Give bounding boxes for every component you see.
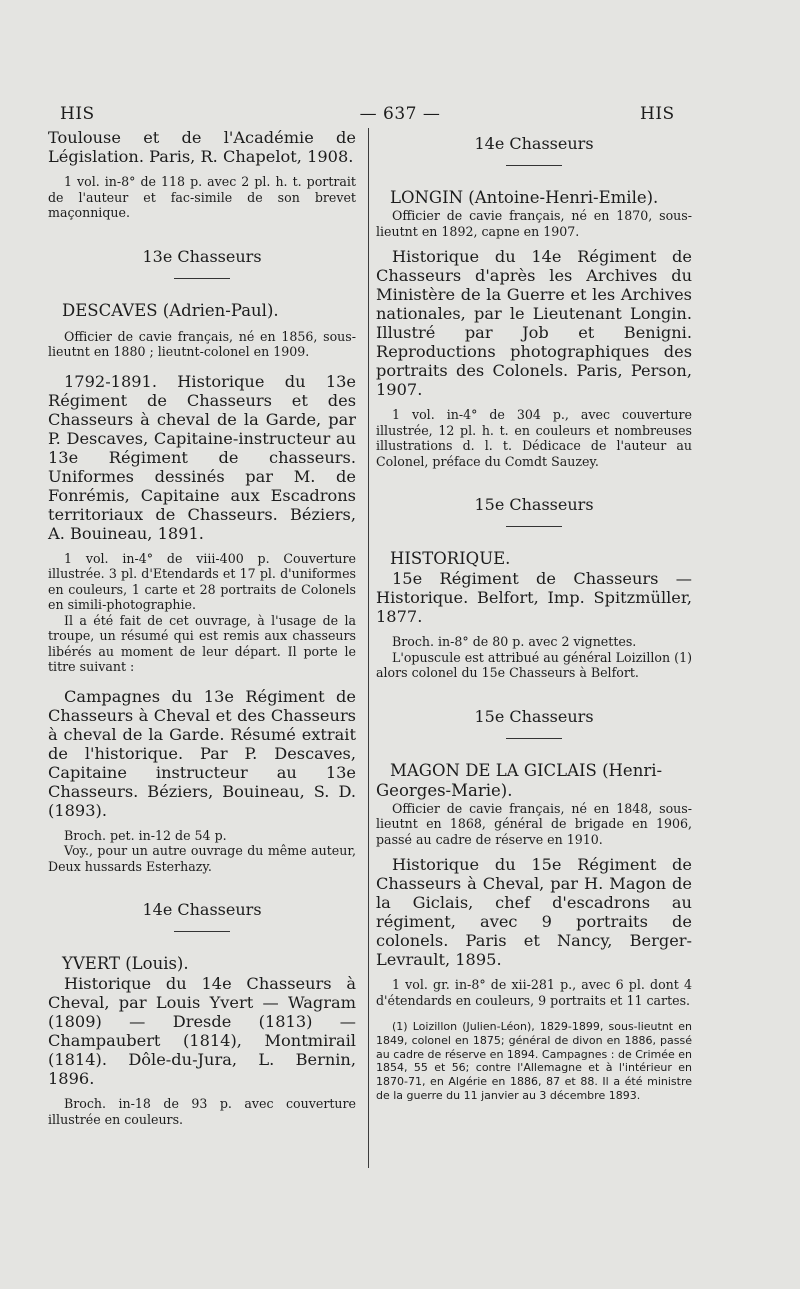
section-rule — [174, 931, 230, 932]
section-rule — [174, 278, 230, 279]
entry-note: Il a été fait de cet ouvrage, à l'usage de la troupe, un résumé qui est remis aux chasseurs libérés au moment de leur départ. Il porte le titre suivant : — [48, 612, 356, 674]
entry-title: Historique du 15e Régiment de Chasseurs à Cheval, par H. Magon de la Giclais, chef d'escadrons au régiment, avec 9 portraits de colonels. Paris et Nancy, Berger-Levrault, 1895. — [376, 855, 692, 969]
entry-author: DESCAVES (Adrien-Paul). — [62, 300, 279, 320]
entry-description: Broch. pet. in-12 de 54 p. — [64, 827, 227, 843]
continuation-note: 1 vol. in-8° de 118 p. avec 2 pl. h. t. portrait de l'auteur et fac-simile de son brevet maçonnique. — [48, 174, 356, 220]
entry-title: Historique du 14e Chasseurs à Cheval, par Louis Yvert — Wagram (1809) — Dresde (1813) — Champaubert (1814), Montmirail (1814). Dôle-du-Jura, L. Bernin, 1896. — [48, 974, 356, 1088]
entry-description: Broch. in-8° de 80 p. avec 2 vignettes. — [392, 634, 637, 649]
entry-bio: Officier de cavie français, né en 1856, sous-lieutnt en 1880 ; lieutnt-colonel en 1909. — [48, 328, 356, 359]
entry-author: HISTORIQUE. — [390, 549, 511, 568]
entry-description: Broch. in-18 de 93 p. avec couverture illustrée en couleurs. — [48, 1096, 356, 1127]
section-heading: 14e Chasseurs — [142, 900, 262, 919]
section-heading: 15e Chasseurs — [474, 495, 594, 514]
entry-note: L'opuscule est attribué au général Loizillon (1) alors colonel du 15e Chasseurs à Belfort. — [376, 649, 692, 680]
entry-note: Voy., pour un autre ouvrage du même auteur, Deux hussards Esterhazy. — [48, 843, 356, 874]
left-column — [48, 128, 356, 1127]
section-heading: 15e Chasseurs — [474, 706, 594, 726]
entry-author: YVERT (Louis). — [62, 954, 189, 973]
entry-title: 15e Régiment de Chasseurs — Historique. Belfort, Imp. Spitzmüller, 1877. — [376, 569, 692, 626]
entry-author: MAGON DE LA GICLAIS (Henri-Georges-Marie). — [376, 760, 663, 800]
section-heading: 13e Chasseurs — [142, 246, 262, 266]
running-head-left: HIS — [60, 104, 95, 124]
entry-description: 1 vol. in-4° de 304 p., avec couverture illustrée, 12 pl. h. t. en couleurs et nombreuses illustrations d. l. t. Dédicace de l'auteur au Colonel, préface du Comdt Sauzey. — [376, 407, 692, 469]
footnote: (1) Loizillon (Julien-Léon), 1829-1899, sous-lieutnt en 1849, colonel en 1875; général de divon en 1886, passé au cadre de réserve en 1894. Campagnes : de Crimée en 1854, 55 et 56; contre l'Allemagne et à l'intérieur en 1870-71, en Algérie en 1886, 87 et 88. Il a été ministre de la guerre du 11 janvier au 3 décembre 1893. — [376, 1020, 692, 1102]
column-divider — [368, 128, 369, 1168]
section-rule — [506, 738, 562, 739]
entry-title: Historique du 14e Régiment de Chasseurs d'après les Archives du Ministère de la Guerre et les Archives nationales, par le Lieutenant Longin. Illustré par Job et Benigni. Reproductions photographiques des portraits des Colonels. Paris, Person, 1907. — [376, 247, 692, 399]
section-heading: 14e Chasseurs — [474, 134, 594, 153]
section-rule — [506, 165, 562, 166]
entry-author: LONGIN (Antoine-Henri-Emile). — [390, 188, 659, 207]
entry-bio: Officier de cavie français, né en 1848, sous-lieutnt en 1868, général de brigade en 1906, passé au cadre de réserve en 1910. — [376, 800, 692, 847]
continuation-text: Toulouse et de l'Académie de Législation. Paris, R. Chapelot, 1908. — [48, 128, 356, 166]
section-rule — [506, 526, 562, 527]
entry-bio: Officier de cavie français, né en 1870, sous-lieutnt en 1892, capne en 1907. — [376, 208, 692, 239]
running-head-right: HIS — [640, 104, 675, 124]
page-number: — 637 — — [359, 104, 441, 124]
entry-description: 1 vol. gr. in-8° de xii-281 p., avec 6 pl. dont 4 d'étendards en couleurs, 9 portraits et 11 cartes. — [376, 977, 692, 1008]
right-column — [376, 128, 692, 1103]
entry-title: 1792-1891. Historique du 13e Régiment de Chasseurs et des Chasseurs à cheval de la Garde, par P. Descaves, Capitaine-instructeur au 13e Régiment de chasseurs. Uniformes dessinés par M. de Fonrémis, Capitaine aux Escadrons territoriaux de Chasseurs. Béziers, A. Bouineau, 1891. — [48, 371, 356, 543]
entry-description: 1 vol. in-4° de viii-400 p. Couverture illustrée. 3 pl. d'Etendards et 17 pl. d'uniformes en couleurs, 1 carte et 28 portraits de Colonels en simili-photographie. — [48, 550, 356, 612]
entry-title: Campagnes du 13e Régiment de Chasseurs à Cheval et des Chasseurs à cheval de la Garde. Résumé extrait de l'historique. Par P. Descaves, Capitaine instructeur au 13e Chasseurs. Béziers, Bouineau, S. D. (1893). — [48, 686, 356, 820]
